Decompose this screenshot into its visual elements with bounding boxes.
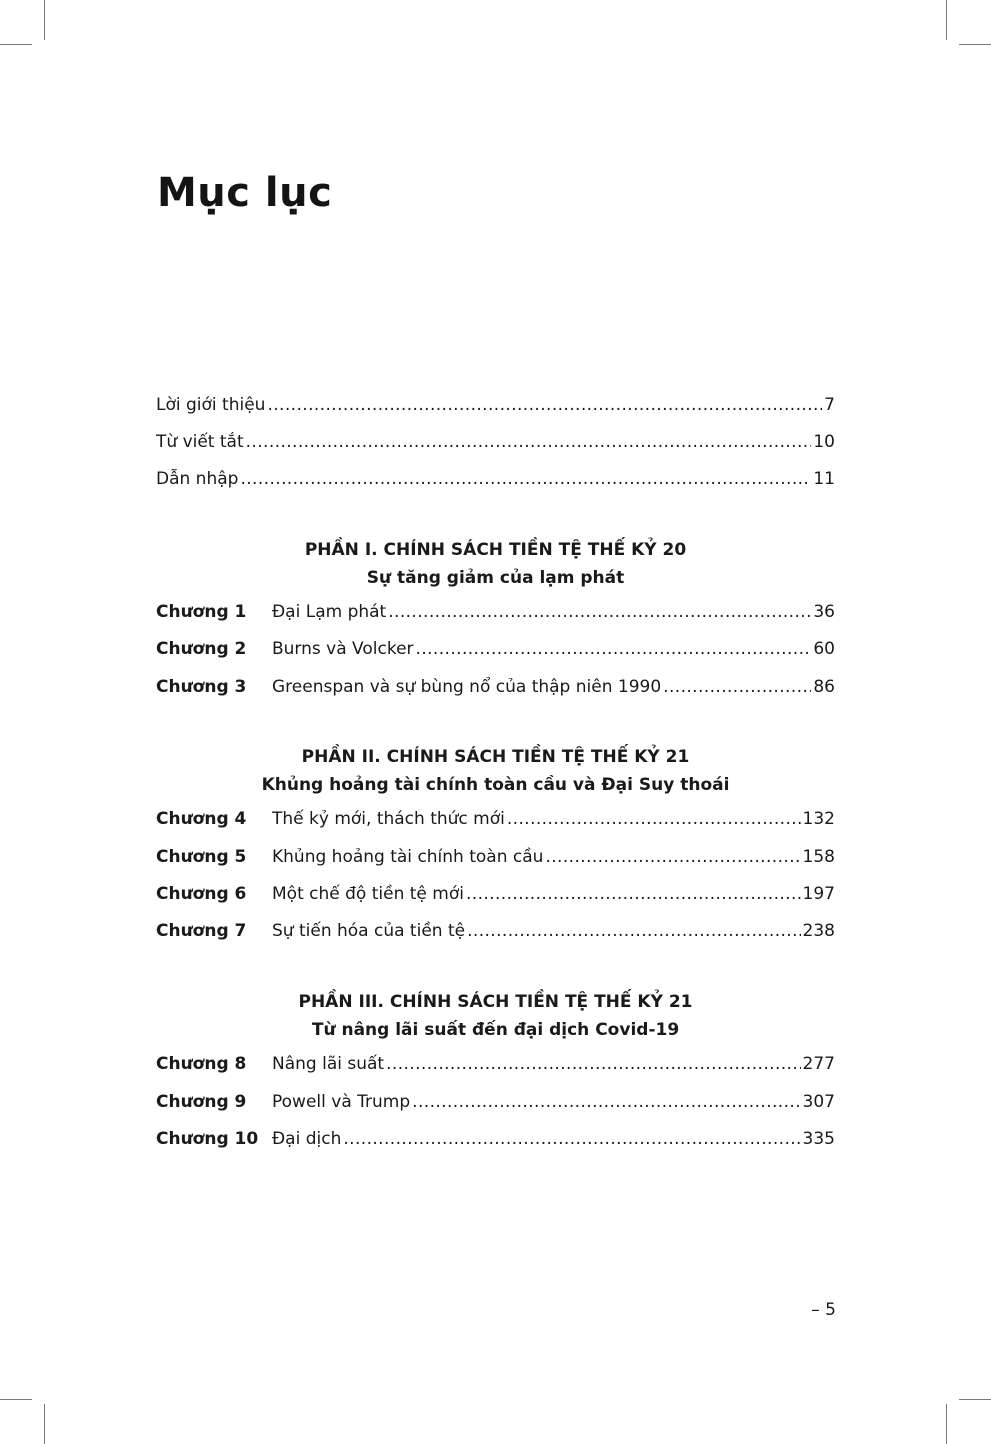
chapter-entry[interactable] [156,602,835,632]
toc-page-number: 307 [802,1092,835,1112]
toc-entry-label: Dẫn nhập [156,469,239,489]
chapter-entry[interactable] [156,1054,835,1084]
chapter-title: Đại dịch [272,1129,342,1149]
dot-leader [663,677,811,697]
chapter-entry[interactable] [156,1129,835,1159]
part-subtitle: Sự tăng giảm của lạm phát [366,568,625,588]
toc-page-number: 36 [813,602,835,622]
chapter-entry[interactable] [156,884,835,914]
dot-leader [343,1129,800,1149]
dot-leader [246,432,812,452]
crop-mark [44,0,45,40]
crop-mark [946,0,947,40]
toc-page-number: 158 [802,847,835,867]
dot-leader [507,809,801,829]
part-title: PHẦN I. CHÍNH SÁCH TIỀN TỆ THẾ KỶ 20 [304,540,687,560]
part-title: PHẦN II. CHÍNH SÁCH TIỀN TỆ THẾ KỶ 21 [301,747,690,767]
dot-leader [416,639,812,659]
chapter-title: Một chế độ tiền tệ mới [272,884,464,904]
chapter-entry[interactable] [156,847,835,877]
toc-page-number: 10 [813,432,835,452]
toc-page-number: 60 [813,639,835,659]
crop-mark [959,44,991,45]
crop-mark [44,1404,45,1444]
toc-page-number: 197 [802,884,835,904]
part-subtitle: Từ nâng lãi suất đến đại dịch Covid-19 [311,1020,680,1040]
part-heading [156,988,835,1044]
chapter-title: Đại Lạm phát [272,602,387,622]
chapter-title: Sự tiến hóa của tiền tệ [272,921,466,941]
chapter-title: Burns và Volcker [272,639,414,659]
part-subtitle: Khủng hoảng tài chính toàn cầu và Đại Suy thoái [261,775,730,795]
chapter-number: Chương 4 [156,809,247,829]
toc-entry-label: Từ viết tắt [156,432,244,452]
dot-leader [466,884,801,904]
toc-page-number: 335 [802,1129,835,1149]
dot-leader [386,1054,800,1074]
toc-page-number: 7 [824,395,835,415]
part-heading [156,536,835,592]
dot-leader [467,921,800,941]
chapter-title: Powell và Trump [272,1092,411,1112]
chapter-number: Chương 2 [156,639,247,659]
chapter-number: Chương 1 [156,602,247,622]
toc-entry[interactable] [156,395,835,425]
part-heading [156,743,835,799]
toc-entry-label: Lời giới thiệu [156,395,266,415]
page-title: Mục lục [157,170,333,216]
chapter-entry[interactable] [156,921,835,951]
dot-leader [412,1092,800,1112]
chapter-number: Chương 5 [156,847,247,867]
toc-page-number: 132 [802,809,835,829]
crop-mark [0,44,32,45]
chapter-title: Thế kỷ mới, thách thức mới [272,809,505,829]
part-title: PHẦN III. CHÍNH SÁCH TIỀN TỆ THẾ KỶ 21 [298,992,693,1012]
chapter-number: Chương 6 [156,884,247,904]
chapter-number: Chương 7 [156,921,247,941]
chapter-number: Chương 8 [156,1054,247,1074]
toc-page-number: 277 [802,1054,835,1074]
chapter-number: Chương 9 [156,1092,247,1112]
dot-leader [388,602,811,622]
chapter-entry[interactable] [156,1092,835,1122]
dot-leader [267,395,822,415]
crop-mark [959,1399,991,1400]
dot-leader [240,469,811,489]
chapter-entry[interactable] [156,677,835,707]
crop-mark [0,1399,32,1400]
dot-leader [545,847,800,867]
chapter-entry[interactable] [156,639,835,669]
chapter-entry[interactable] [156,809,835,839]
chapter-number: Chương 10 [156,1129,259,1149]
toc-page-number: 86 [813,677,835,697]
chapter-title: Greenspan và sự bùng nổ của thập niên 1990 [272,677,662,697]
page-number: – 5 [811,1300,836,1320]
toc-page-number: 238 [802,921,835,941]
chapter-title: Nâng lãi suất [272,1054,385,1074]
chapter-title: Khủng hoảng tài chính toàn cầu [272,847,544,867]
chapter-number: Chương 3 [156,677,247,697]
toc-entry[interactable] [156,432,835,462]
crop-mark [946,1404,947,1444]
toc-page-number: 11 [813,469,835,489]
toc-entry[interactable] [156,469,835,499]
